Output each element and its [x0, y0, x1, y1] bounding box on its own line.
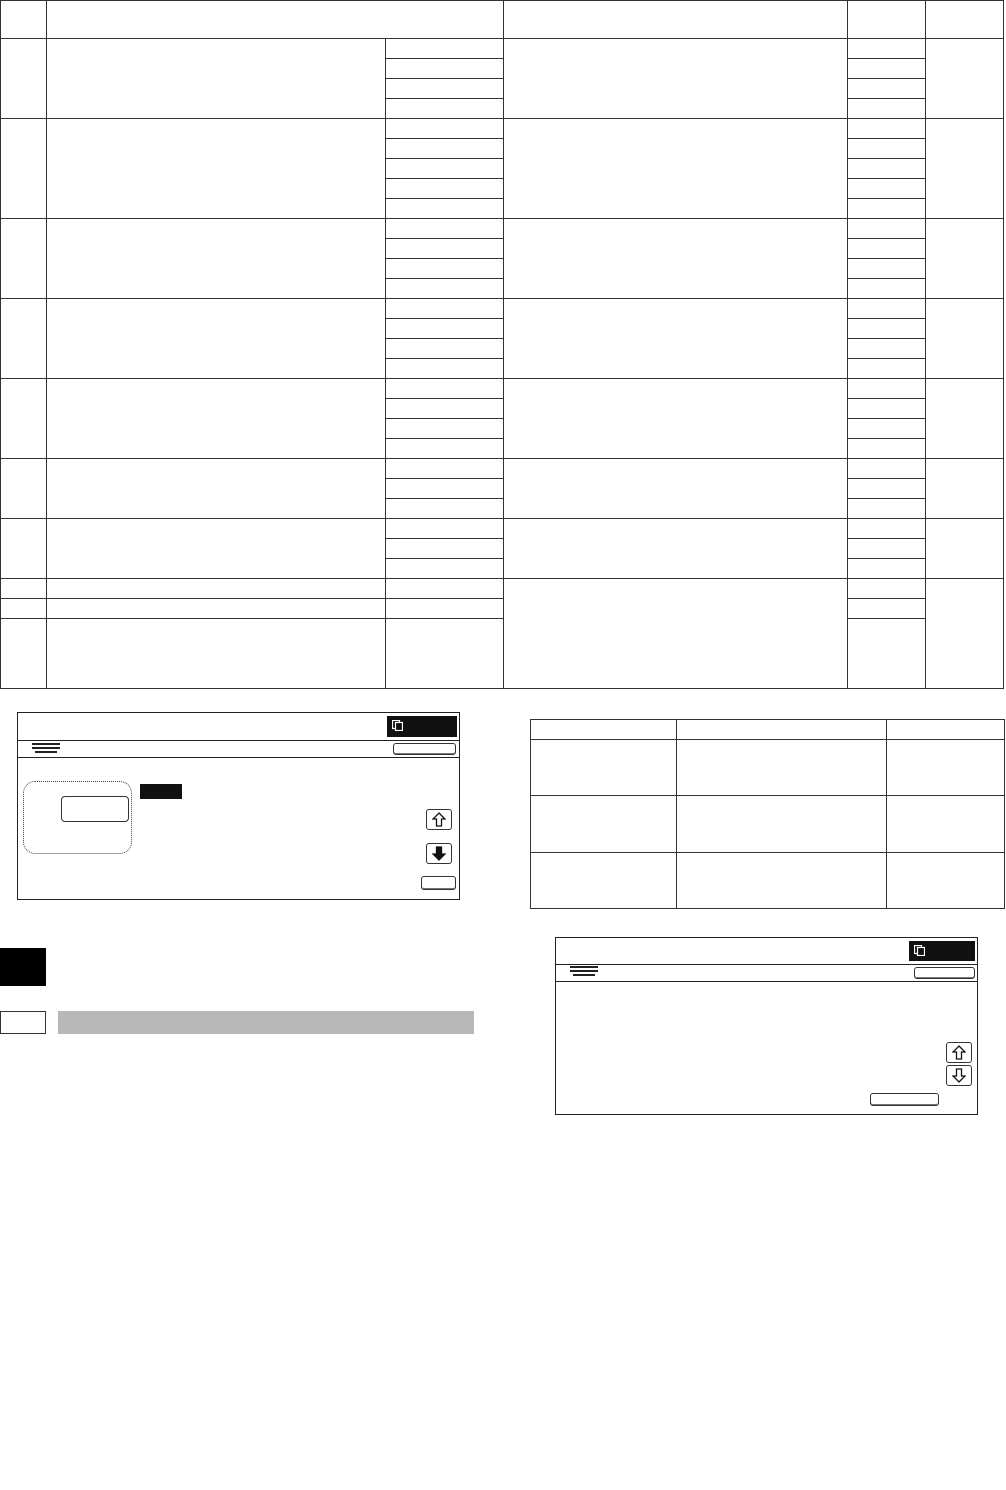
arrow-down-icon — [952, 1068, 966, 1083]
table-row — [531, 720, 1005, 740]
scroll-down-button[interactable] — [426, 843, 452, 864]
value-field[interactable] — [61, 796, 129, 822]
lcd-screen-a — [17, 712, 460, 900]
settings-table — [0, 0, 1006, 692]
table-cell — [677, 796, 887, 852]
table-cell — [677, 852, 887, 908]
table-cell — [531, 720, 677, 740]
scroll-up-button[interactable] — [426, 809, 452, 830]
copy-icon — [392, 720, 403, 731]
step-marker — [0, 1011, 46, 1034]
table-cell — [887, 852, 1005, 908]
table-cell — [531, 852, 677, 908]
table-cell — [677, 720, 887, 740]
arrow-up-icon — [432, 812, 446, 827]
arrow-up-icon — [952, 1045, 966, 1060]
arrow-down-icon — [432, 846, 446, 861]
table-cell — [677, 740, 887, 796]
back-tab-button[interactable] — [393, 743, 456, 755]
table-cell — [887, 740, 1005, 796]
table-cell — [531, 796, 677, 852]
copy-status-badge — [909, 941, 975, 961]
scroll-up-button[interactable] — [946, 1042, 972, 1063]
table-cell — [887, 796, 1005, 852]
back-tab-button[interactable] — [914, 967, 975, 979]
table-cell — [531, 740, 677, 796]
section-heading-bar — [58, 1011, 474, 1034]
ok-button[interactable] — [421, 876, 456, 890]
note-marker — [0, 948, 46, 986]
table-row — [531, 740, 1005, 796]
scroll-down-button[interactable] — [946, 1065, 972, 1086]
reference-table — [530, 719, 1005, 909]
table-cell — [887, 720, 1005, 740]
table-row — [531, 796, 1005, 852]
copy-status-badge — [387, 716, 457, 737]
copy-icon — [914, 945, 925, 956]
ok-button[interactable] — [870, 1093, 939, 1106]
highlight-label — [140, 784, 182, 799]
lcd-screen-b — [555, 937, 978, 1115]
table-row — [531, 852, 1005, 908]
